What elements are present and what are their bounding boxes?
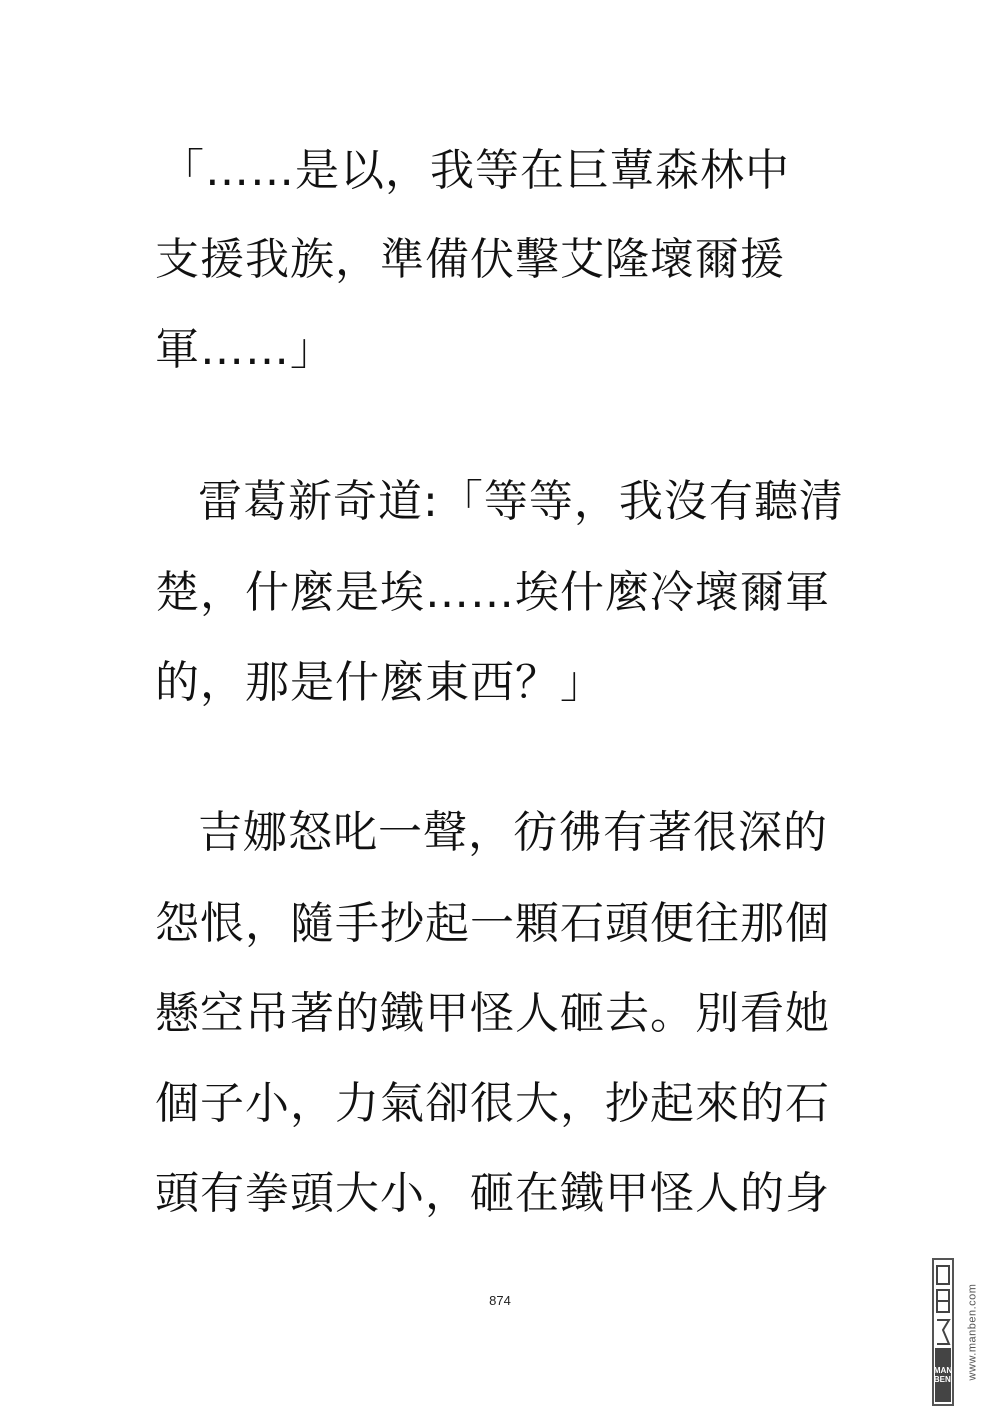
watermark-url-text: www.manben.com [966,1283,978,1381]
page-number: 874 [489,1293,511,1308]
text-line: 頭有拳頭大小，砸在鐵甲怪人的身 [155,1168,830,1219]
logo-glyph-icon [935,1264,951,1348]
text-line: 楚，什麼是埃……埃什麼冷壞爾軍 [155,567,830,618]
text-line: 個子小，力氣卻很大，抄起來的石 [155,1078,830,1129]
watermark [932,1258,992,1406]
text-line: 吉娜怒叱一聲，彷彿有著很深的 [198,807,828,858]
logo-text: MAN BEN [935,1348,951,1402]
text-line: 「……是以，我等在巨蕈森林中 [160,145,790,196]
text-line: 雷葛新奇道:「等等，我沒有聽清 [198,476,844,527]
text-line: 的，那是什麼東西？」 [155,657,605,708]
text-line: 軍……」 [155,324,335,375]
text-line: 支援我族，準備伏擊艾隆壞爾援 [155,234,785,285]
manben-logo-icon [932,1258,954,1406]
text-line: 懸空吊著的鐵甲怪人砸去。別看她 [155,988,830,1039]
watermark-url [957,1258,987,1406]
text-line: 怨恨，隨手抄起一顆石頭便往那個 [155,898,830,949]
